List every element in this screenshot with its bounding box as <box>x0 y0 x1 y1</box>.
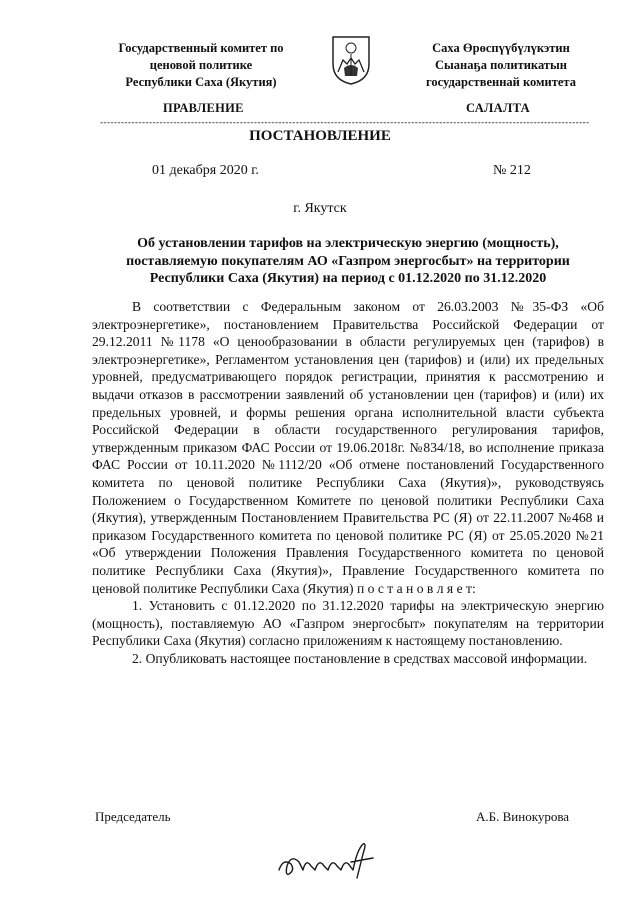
document-city: г. Якутск <box>293 201 347 216</box>
issuer-line: ценовой политике <box>149 58 253 72</box>
header-separator: -------------------------------------------------------------------------------------------------------------------------------------------- <box>100 118 590 126</box>
board-label-russian: ПРАВЛЕНИЕ <box>163 101 244 115</box>
yakutia-coat-of-arms-icon <box>330 34 372 86</box>
issuer-line: Саха Өрөспүүбүлүкэтин <box>432 41 570 55</box>
document-date: 01 декабря 2020 г. <box>152 163 259 178</box>
board-label-yakut: САЛАЛТА <box>466 101 530 115</box>
signer-name: А.Б. Винокурова <box>476 809 570 824</box>
issuer-line: Республики Саха (Якутия) <box>125 75 277 89</box>
document-subject: Об установлении тарифов на электрическую энергию (мощность), поставляемую покупателям АО «Газпром энергосбыт» на территории Республики Саха (Якутия) на период с 01.12.2020 по 31.12.2020 <box>126 236 570 286</box>
issuer-name-yakut <box>396 40 606 91</box>
handwritten-signature-icon <box>273 836 383 886</box>
document-body <box>92 298 604 667</box>
document-title: ПОСТАНОВЛЕНИЕ <box>249 128 391 144</box>
resolution-item-1: 1. Установить с 01.12.2020 по 31.12.2020 тарифы на электрическую энергию (мощность), поставляемую АО «Газпром энергосбыт» покупателям на территории Республики Саха (Якутия) согласно приложениям к настоящему постановлению. <box>92 598 604 649</box>
preamble-paragraph: В соответствии с Федеральным законом от 26.03.2003 №35-ФЗ «Об электроэнергетике», постановлением Правительства Российской Федерации от 29.12.2011 №1178 «О ценообразовании в области регулируемых цен (тарифов) в электроэнергетике», Регламентом установления цен (тарифов) и (или) их предельных уровней, предусматривающего порядок регистрации, принятия к рассмотрению и выдачи отказов в рассмотрении заявлений об установлении цен (тарифов) и (или) их предельных уровней, и формы решения органа исполнительной власти субъекта Российской Федерации в области государственного регулирования тарифов, утвержденным приказом ФАС России от 19.06.2018г. №834/18, во исполнение приказа ФАС России от 10.11.2020 №1112/20 «Об отмене постановлений Государственного комитета по ценовой политике Республики Саха (Якутия)», руководствуясь Положением о Государственном Комитете по ценовой политики Республики Саха (Якутия), утвержденным Постановлением Правительства РС (Я) от 22.11.2007 №468 и приказом Государственного комитета по ценовой политике РС (Я) от 25.05.2020 №21 «Об утверждении Положения Правления Государственного комитета по ценовой политике Республики Саха (Якутия)», Правление Государственного комитета по ценовой политике Республики Саха (Якутия) п о с т а н о в л я е т: <box>92 299 604 596</box>
document-number: № 212 <box>493 163 531 178</box>
resolution-item-2: 2. Опубликовать настоящее постановление в средствах массовой информации. <box>132 650 588 666</box>
issuer-line: Государственный комитет по <box>118 41 284 55</box>
issuer-line: государственнай комитета <box>426 75 576 89</box>
signer-role: Председатель <box>95 809 171 824</box>
issuer-name-russian <box>96 40 306 91</box>
issuer-line: Сыанаҕа политикатын <box>435 58 567 72</box>
